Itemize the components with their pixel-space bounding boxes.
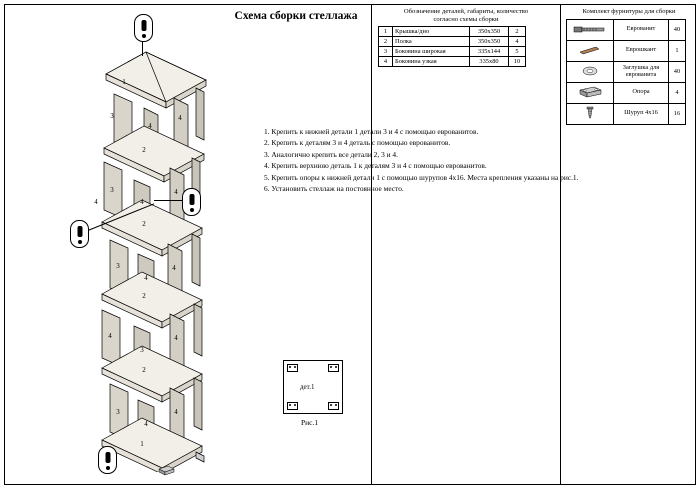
shelf-assembly-drawing: [46, 22, 256, 472]
spec-name: Полка: [393, 37, 470, 47]
callout-bubble-top[interactable]: [134, 14, 153, 42]
callout-leader-top: [142, 40, 143, 56]
callout-leader-mid: [154, 200, 184, 201]
spec-num: 2: [379, 37, 393, 47]
table-row: [379, 37, 526, 47]
support-mount-bottom-left: [287, 402, 298, 410]
support-icon: [567, 82, 614, 103]
spec-qty: 5: [509, 47, 526, 57]
spec-name: Боковина узкая: [393, 57, 470, 67]
table-row: [567, 82, 686, 103]
svg-text:4: 4: [144, 274, 148, 282]
table-row: [567, 103, 686, 124]
svg-text:4: 4: [178, 114, 182, 122]
table-row: [567, 61, 686, 82]
table-row: [567, 40, 686, 61]
svg-text:2: 2: [142, 146, 146, 154]
furniture-qty: 40: [669, 61, 686, 82]
figure-caption: Рис.1: [301, 418, 319, 427]
spec-qty: 4: [509, 37, 526, 47]
eurobolt-icon: [567, 19, 614, 40]
svg-text:3: 3: [110, 186, 114, 194]
svg-text:3: 3: [140, 346, 144, 354]
callout-bubble-bottom[interactable]: [98, 446, 117, 474]
furniture-qty: 40: [669, 19, 686, 40]
spec-qty: 10: [509, 57, 526, 67]
instruction-item: 2. Крепить к деталям 3 и 4 деталь с помощью еврованитов.: [264, 138, 451, 148]
svg-text:2: 2: [142, 366, 146, 374]
instructions-list: [264, 126, 594, 195]
spec-qty: 2: [509, 27, 526, 37]
svg-text:3: 3: [116, 262, 120, 270]
bottom-panel-diagram: [283, 360, 343, 414]
callout-bubble-left[interactable]: [70, 220, 89, 248]
page-title: Схема сборки стеллажа: [234, 10, 358, 22]
spec-dim: 335х80: [470, 57, 509, 67]
svg-text:4: 4: [140, 198, 144, 206]
furniture-name: Еврошкант: [614, 40, 669, 61]
cap-icon: [567, 61, 614, 82]
spec-heading-line-2: согласно схемы сборки: [433, 15, 499, 23]
svg-text:4: 4: [174, 188, 178, 196]
spec-dim: 335х144: [470, 47, 509, 57]
furniture-name: Заглушка для еврованита: [614, 61, 669, 82]
furniture-table: [566, 19, 686, 125]
eurokey-icon: [567, 40, 614, 61]
svg-text:3: 3: [116, 408, 120, 416]
divider-left: [371, 4, 372, 485]
figure-1: [283, 360, 343, 427]
instruction-item: 3. Аналогично крепить все детали 2, 3 и 4.: [264, 149, 398, 159]
figure-part-label: дет.1: [300, 383, 315, 391]
table-row: [379, 27, 526, 37]
svg-text:4: 4: [148, 122, 152, 130]
furniture-name: Шуруп 4х16: [614, 103, 669, 124]
svg-text:4: 4: [174, 334, 178, 342]
svg-text:3: 3: [110, 112, 114, 120]
spec-dim: 350х350: [470, 37, 509, 47]
screw-icon: [567, 103, 614, 124]
spec-table: [378, 26, 526, 67]
instruction-item: 5. Крепить опоры к нижней детали 1 с помощью шурупов 4х16. Места крепления указаны на рис.1.: [264, 172, 579, 182]
furniture-name: Еврованит: [614, 19, 669, 40]
furniture-name: Опора: [614, 82, 669, 103]
svg-text:2: 2: [142, 220, 146, 228]
spec-name: Боковина широкая: [393, 47, 470, 57]
spec-block: [378, 8, 554, 67]
svg-text:1: 1: [122, 78, 126, 86]
instruction-item: 4. Крепить верхнюю деталь 1 к деталям 3 и 4 с помощью еврованитов.: [264, 161, 487, 171]
support-detail-icon: [156, 464, 174, 473]
instruction-item: 1. Крепить к нижней детали 1 детали 3 и 4 с помощью еврованитов.: [264, 127, 479, 136]
support-mount-top-left: [287, 364, 298, 372]
svg-text:2: 2: [142, 292, 146, 300]
spec-name: Крышка/дно: [393, 27, 470, 37]
table-row: [379, 47, 526, 57]
instruction-item: 6. Установить стеллаж на постоянное место.: [264, 184, 404, 194]
table-row: [567, 19, 686, 40]
furniture-block: [566, 8, 692, 125]
table-row: [379, 57, 526, 67]
svg-text:1: 1: [140, 440, 144, 448]
furniture-qty: 1: [669, 40, 686, 61]
furniture-qty: 4: [669, 82, 686, 103]
support-mount-bottom-right: [328, 402, 339, 410]
furniture-heading: Комплект фурнитуры для сборки: [582, 8, 676, 15]
divider-right: [560, 4, 561, 485]
svg-text:4: 4: [144, 420, 148, 428]
spec-dim: 350х350: [470, 27, 509, 37]
spec-heading-line-1: Обозначение деталей, габариты, количество: [403, 8, 529, 15]
svg-text:4: 4: [172, 264, 176, 272]
spec-num: 4: [379, 57, 393, 67]
svg-text:4: 4: [174, 408, 178, 416]
svg-text:4: 4: [108, 332, 112, 340]
furniture-qty: 16: [669, 103, 686, 124]
support-mount-top-right: [328, 364, 339, 372]
svg-text:4: 4: [94, 198, 98, 206]
spec-num: 3: [379, 47, 393, 57]
spec-num: 1: [379, 27, 393, 37]
callout-bubble-mid[interactable]: [182, 188, 201, 216]
